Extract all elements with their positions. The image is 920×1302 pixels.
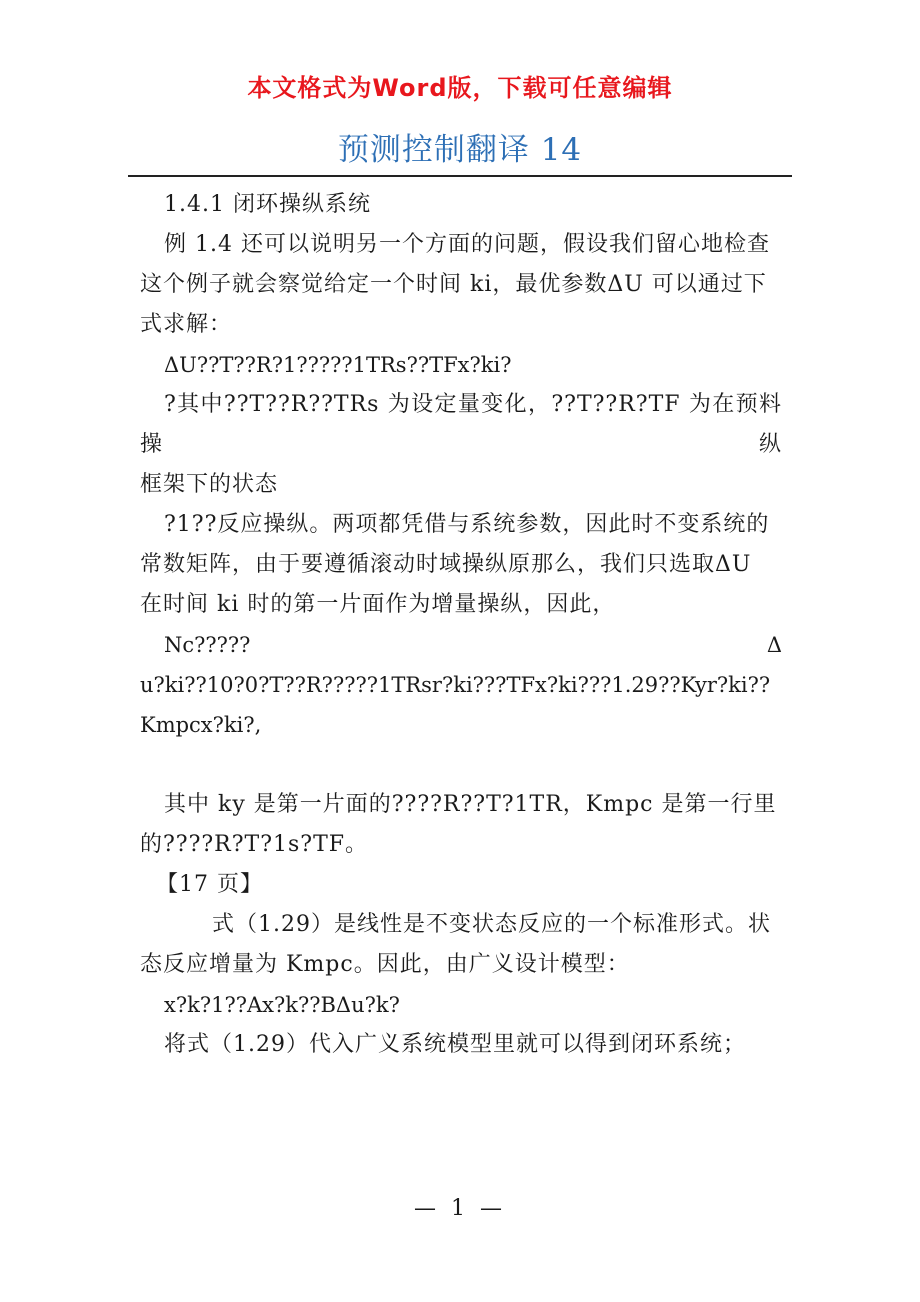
paragraph-6: 将式（1.29）代入广义系统模型里就可以得到闭环系统； xyxy=(164,1032,746,1057)
page-marker: 【17 页】 xyxy=(156,872,263,897)
formula-2-delta: Δ xyxy=(766,633,782,657)
document-title: 预测控制翻译 14 xyxy=(337,132,583,168)
paragraph-1: 例 1.4 还可以说明另一个方面的问题，假设我们留心地检查这个例子就会察觉给定一个时间 ki，最优参数ΔU 可以通过下式求解： xyxy=(140,232,770,337)
formula-3: x?k?1??Ax?k??BΔu?k? xyxy=(164,993,400,1017)
blank-line xyxy=(140,745,782,785)
formula-2-header xyxy=(140,625,782,665)
title-divider xyxy=(128,175,792,177)
paragraph-3: ?1??反应操纵。两项都凭借与系统参数，因此时不变系统的常数矩阵，由于要遵循滚动时域操纵原那么，我们只选取ΔU 在时间 ki 时的第一片面作为增量操纵，因此， xyxy=(140,512,770,617)
section-heading: 1.4.1 闭环操纵系统 xyxy=(164,192,371,217)
formula-1: ΔU??T??R?1?????1TRs??TFx?ki? xyxy=(164,353,512,377)
formula-2: u?ki??10?0?T??R?????1TRsr?ki???TFx?ki???1.29??Kyr?ki??Kmpcx?ki?, xyxy=(140,673,771,737)
formula-2-nc: Nc????? xyxy=(164,633,251,657)
paragraph-2-line-1: ?其中??T??R??TRs 为设定量变化，??T??R?TF 为在预料操纵 xyxy=(140,392,782,457)
paragraph-5: 式（1.29）是线性是不变状态反应的一个标准形式。状态反应增量为 Kmpc。因此，由广义设计模型： xyxy=(140,912,771,977)
paragraph-4: 其中 ky 是第一片面的????R??T?1TR，Kmpc 是第一行里的????R?T?1s?TF。 xyxy=(140,792,777,857)
paragraph-2-line-2: 框架下的状态 xyxy=(140,472,279,497)
download-banner: 本文格式为Word版，下载可任意编辑 xyxy=(247,74,673,102)
page-number-footer: — 1 — xyxy=(414,1196,506,1221)
document-body xyxy=(140,185,782,1065)
